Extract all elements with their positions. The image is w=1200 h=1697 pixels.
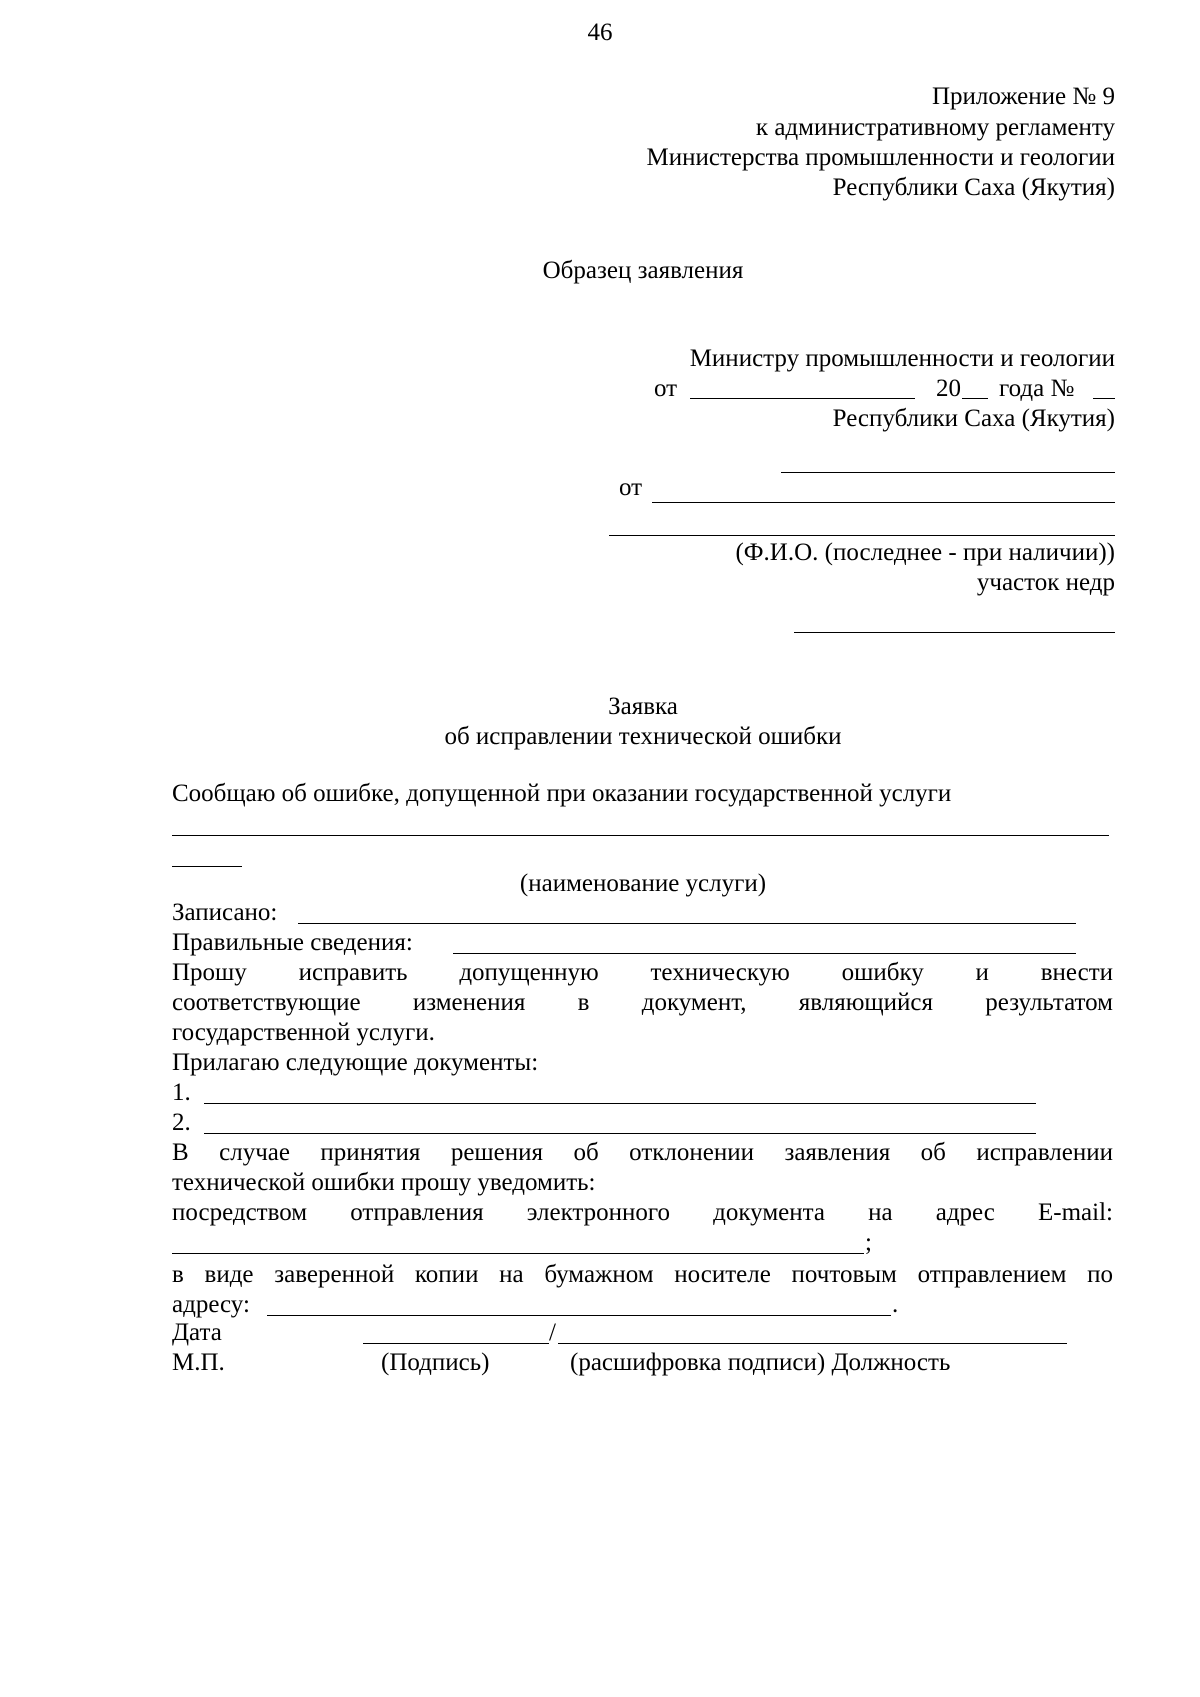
year-suffix: года №: [999, 375, 1075, 402]
address-label: адресу:: [172, 1291, 250, 1318]
report-error-text: Сообщаю об ошибке, допущенной при оказании государственной услуги: [172, 780, 952, 807]
page-number: 46: [587, 19, 613, 46]
email-blank[interactable]: [172, 1253, 864, 1254]
service-name-blank-2[interactable]: [172, 866, 242, 867]
service-caption: (наименование услуги): [519, 870, 767, 897]
fio-blank[interactable]: [609, 535, 1115, 536]
attach-item-2-blank[interactable]: [204, 1133, 1036, 1134]
address-blank[interactable]: [267, 1315, 891, 1316]
signature-slash: /: [549, 1319, 556, 1346]
number-blank[interactable]: [1093, 398, 1115, 399]
addressee-line-3: Республики Саха (Якутия): [832, 405, 1115, 432]
sign-caption: (Подпись): [381, 1349, 490, 1376]
addressee-from2-label: от: [619, 474, 643, 501]
year-blank[interactable]: [962, 398, 988, 399]
signature-blank[interactable]: [363, 1343, 549, 1344]
sample-title: Образец заявления: [542, 257, 744, 284]
service-name-blank-1[interactable]: [172, 835, 1109, 836]
date-blank[interactable]: [690, 398, 915, 399]
request-line-3: государственной услуги.: [172, 1019, 435, 1046]
doc-title-line-1: Заявка: [608, 693, 678, 720]
attach-item-1: 1.: [172, 1079, 191, 1106]
reject-line-1: В случае принятия решения об отклонении заявления об исправлении: [172, 1139, 1113, 1166]
addressee-from-label: от: [654, 375, 678, 402]
recorded-blank[interactable]: [298, 923, 1076, 924]
reject-line-2: технической ошибки прошу уведомить:: [172, 1169, 596, 1196]
addressee-line-1: Министру промышленности и геологии: [689, 345, 1115, 372]
address-end: .: [892, 1291, 899, 1318]
addressee-blank-1[interactable]: [781, 472, 1115, 473]
date-label: Дата: [172, 1319, 222, 1346]
signature-decode-blank[interactable]: [558, 1343, 1067, 1344]
correct-blank[interactable]: [453, 953, 1076, 954]
attach-label: Прилагаю следующие документы:: [172, 1049, 539, 1076]
appendix-line-3: Министерства промышленности и геологии: [646, 144, 1115, 171]
year-prefix: 20: [936, 375, 961, 402]
decode-caption: (расшифровка подписи) Должность: [570, 1349, 951, 1376]
request-line-1: Прошу исправить допущенную техническую ошибку и внести: [172, 959, 1113, 986]
attach-item-2: 2.: [172, 1109, 191, 1136]
applicant-from-blank[interactable]: [652, 502, 1115, 503]
subsoil-label: участок недр: [976, 569, 1115, 596]
doc-title-line-2: об исправлении технической ошибки: [444, 723, 842, 750]
email-line: посредством отправления электронного документа на адрес E-mail:: [172, 1199, 1113, 1226]
fio-caption: (Ф.И.О. (последнее - при наличии)): [735, 539, 1115, 566]
subsoil-blank[interactable]: [794, 632, 1115, 633]
request-line-2: соответствующие изменения в документ, являющийся результатом: [172, 989, 1113, 1016]
email-end: ;: [865, 1229, 872, 1256]
appendix-line-4: Республики Саха (Якутия): [832, 174, 1115, 201]
recorded-label: Записано:: [172, 899, 278, 926]
appendix-line-2: к административному регламенту: [755, 114, 1115, 141]
appendix-line-1: Приложение № 9: [931, 83, 1115, 110]
correct-label: Правильные сведения:: [172, 929, 413, 956]
attach-item-1-blank[interactable]: [204, 1103, 1036, 1104]
stamp-label: М.П.: [172, 1349, 225, 1376]
paper-line: в виде заверенной копии на бумажном носителе почтовым отправлением по: [172, 1261, 1113, 1288]
